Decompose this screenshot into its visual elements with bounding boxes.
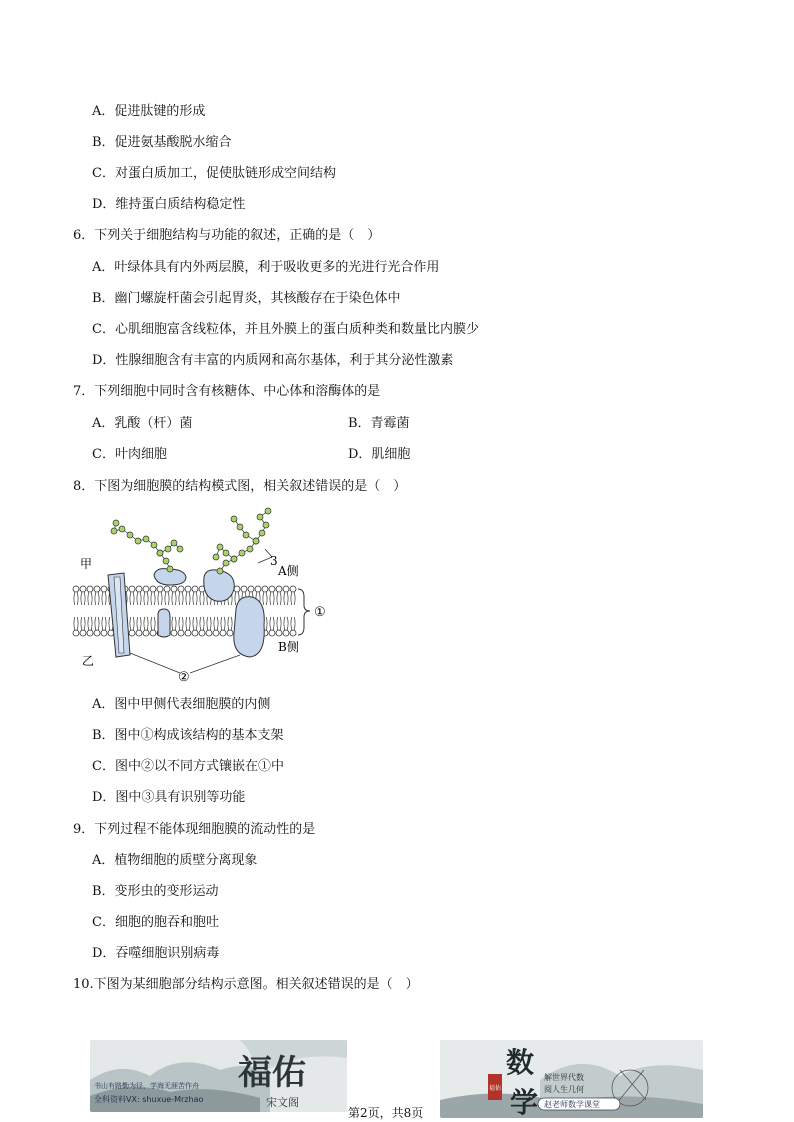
sugar-unit <box>231 516 237 522</box>
phospholipid-outer <box>290 586 296 605</box>
sugar-unit <box>217 544 223 550</box>
glycoprotein-chain-left <box>111 520 183 572</box>
phospholipid-inner <box>227 617 233 636</box>
phospholipid-inner <box>220 617 226 636</box>
ad-right-banner: 赵老师数学课堂 <box>544 1100 600 1109</box>
q5-option-c: C．对蛋白质加工，促使肽链形成空间结构 <box>92 166 336 181</box>
phospholipid-inner <box>199 617 205 636</box>
label-a-side: A侧 <box>278 564 299 578</box>
q8-option-c: C．图中②以不同方式镶嵌在①中 <box>92 759 284 774</box>
q9-option-a: A．植物细胞的质壁分离现象 <box>92 853 258 868</box>
phospholipid-outer <box>269 586 275 605</box>
q5-option-d: D．维持蛋白质结构稳定性 <box>92 197 246 212</box>
phospholipid-inner <box>185 617 191 636</box>
q10-stem: 10.下图为某细胞部分结构示意图。相关叙述错误的是（ ） <box>73 977 419 992</box>
q7-option-b: B．青霉菌 <box>348 416 410 431</box>
q5-option-a: A．促进肽键的形成 <box>92 104 206 119</box>
phospholipid-outer <box>276 586 282 605</box>
sugar-unit <box>111 528 117 534</box>
sugar-unit <box>151 542 157 548</box>
q9-option-c: C．细胞的胞吞和胞吐 <box>92 915 219 930</box>
phospholipid-inner <box>94 617 100 636</box>
phospholipid-outer <box>262 586 268 605</box>
ad-right-brand-2: 学 <box>510 1086 539 1118</box>
ad-right-seal-text: 福佑 <box>489 1085 502 1092</box>
sugar-unit <box>257 514 263 520</box>
ad-right-brand-1: 数 <box>506 1046 535 1079</box>
phospholipid-outer <box>80 586 86 605</box>
ad-right-line2: 阅人生几何 <box>544 1085 584 1094</box>
sugar-unit <box>143 536 149 542</box>
q5-option-b: B．促进氨基酸脱水缩合 <box>92 135 232 150</box>
phospholipid-inner <box>136 617 142 636</box>
phospholipid-outer <box>178 586 184 605</box>
sugar-unit <box>119 526 125 532</box>
phospholipid-outer <box>192 586 198 605</box>
q6-option-c: C．心肌细胞富含线粒体，并且外膜上的蛋白质种类和数量比内膜少 <box>92 322 479 337</box>
sugar-unit <box>165 546 171 552</box>
phospholipid-outer <box>101 586 107 605</box>
label-b-side: B侧 <box>278 640 299 654</box>
phospholipid-outer <box>283 586 289 605</box>
q9-option-d: D．吞噬细胞识别病毒 <box>92 946 220 961</box>
phospholipid-outer <box>94 586 100 605</box>
ad-right-line1: 解世界代数 <box>544 1073 584 1082</box>
q9-option-b: B．变形虫的变形运动 <box>92 884 219 899</box>
phospholipid-inner <box>80 617 86 636</box>
sugar-unit <box>163 558 169 564</box>
embedded-protein-large <box>234 597 264 657</box>
phospholipid-inner <box>171 617 177 636</box>
phospholipid-inner <box>269 617 275 636</box>
q7-stem: 7．下列细胞中同时含有核糖体、中心体和溶酶体的是 <box>73 384 381 399</box>
label-yi: 乙 <box>82 654 95 668</box>
phospholipid-inner <box>290 617 296 636</box>
label-three: 3 <box>270 554 278 568</box>
sugar-unit <box>237 524 243 530</box>
phospholipid-outer <box>136 586 142 605</box>
sugar-unit <box>217 568 223 574</box>
label-jia: 甲 <box>80 557 93 571</box>
phospholipid-inner <box>192 617 198 636</box>
phospholipid-inner <box>129 617 135 636</box>
sugar-unit <box>231 556 237 562</box>
phospholipid-outer <box>150 586 156 605</box>
sugar-unit <box>239 550 245 556</box>
phospholipid-inner <box>73 617 79 636</box>
label-one: ① <box>314 605 326 620</box>
sugar-unit <box>167 566 173 572</box>
phospholipid-inner <box>178 617 184 636</box>
sugar-unit <box>135 538 141 544</box>
phospholipid-outer <box>171 586 177 605</box>
sugar-unit <box>243 532 249 538</box>
phospholipid-outer <box>87 586 93 605</box>
phospholipid-outer <box>143 586 149 605</box>
sugar-unit <box>247 546 253 552</box>
ad-left-brand: 福佑 <box>238 1053 306 1093</box>
q7-option-d: D．肌细胞 <box>348 447 411 462</box>
ad-left-sub: 宋文阁 <box>266 1096 299 1109</box>
sugar-unit <box>223 560 229 566</box>
q8-stem: 8．下图为细胞膜的结构模式图，相关叙述错误的是（ ） <box>73 479 407 494</box>
q9-stem: 9．下列过程不能体现细胞膜的流动性的是 <box>73 822 316 837</box>
q7-option-c: C．叶肉细胞 <box>92 447 167 462</box>
sugar-unit <box>259 530 265 536</box>
cell-membrane-diagram <box>70 505 340 685</box>
glycoprotein-chain-right <box>213 508 271 574</box>
q8-option-d: D．图中③具有识别等功能 <box>92 790 246 805</box>
q6-stem: 6．下列关于细胞结构与功能的叙述，正确的是（ ） <box>73 228 381 243</box>
q8-option-b: B．图中①构成该结构的基本支架 <box>92 728 284 743</box>
phospholipid-outer <box>185 586 191 605</box>
bilayer-bracket <box>298 589 310 635</box>
phospholipid-inner <box>206 617 212 636</box>
label-two: ② <box>178 670 190 685</box>
sugar-unit <box>157 550 163 556</box>
sugar-unit <box>265 508 271 514</box>
sugar-unit <box>127 532 133 538</box>
phospholipid-inner <box>143 617 149 636</box>
phospholipid-inner <box>283 617 289 636</box>
embedded-protein-small <box>158 609 170 637</box>
sugar-unit <box>113 520 119 526</box>
surface-protein <box>204 570 235 601</box>
q6-option-b: B．幽门螺旋杆菌会引起胃炎，其核酸存在于染色体中 <box>92 291 401 306</box>
q7-option-a: A．乳酸（杆）菌 <box>92 416 193 431</box>
phospholipid-inner <box>276 617 282 636</box>
phospholipid-outer <box>157 586 163 605</box>
phospholipid-inner <box>150 617 156 636</box>
sugar-unit <box>253 538 259 544</box>
phospholipid-outer <box>164 586 170 605</box>
phospholipid-inner <box>101 617 107 636</box>
ad-banner-right[interactable] <box>440 1040 703 1118</box>
sugar-unit <box>177 546 183 552</box>
phospholipid-outer <box>73 586 79 605</box>
q6-option-d: D．性腺细胞含有丰富的内质网和高尔基体，利于其分泌性激素 <box>92 353 454 368</box>
q8-option-a: A．图中甲侧代表细胞膜的内侧 <box>92 697 271 712</box>
ad-left-line1: 书山有路勤为径，学海无涯苦作舟 <box>94 1082 199 1090</box>
ad-banner-left[interactable] <box>90 1040 347 1112</box>
phospholipid-inner <box>87 617 93 636</box>
page-number: 第2页，共8页 <box>348 1106 424 1120</box>
phospholipid-outer <box>129 586 135 605</box>
sugar-unit <box>171 540 177 546</box>
q6-option-a: A．叶绿体具有内外两层膜，利于吸收更多的光进行光合作用 <box>92 260 440 275</box>
phospholipid-inner <box>213 617 219 636</box>
sugar-unit <box>263 522 269 528</box>
sugar-unit <box>223 550 229 556</box>
ad-left-line2: 全科资料VX: shuxue-Mrzhao <box>94 1095 204 1104</box>
sugar-unit <box>213 554 219 560</box>
